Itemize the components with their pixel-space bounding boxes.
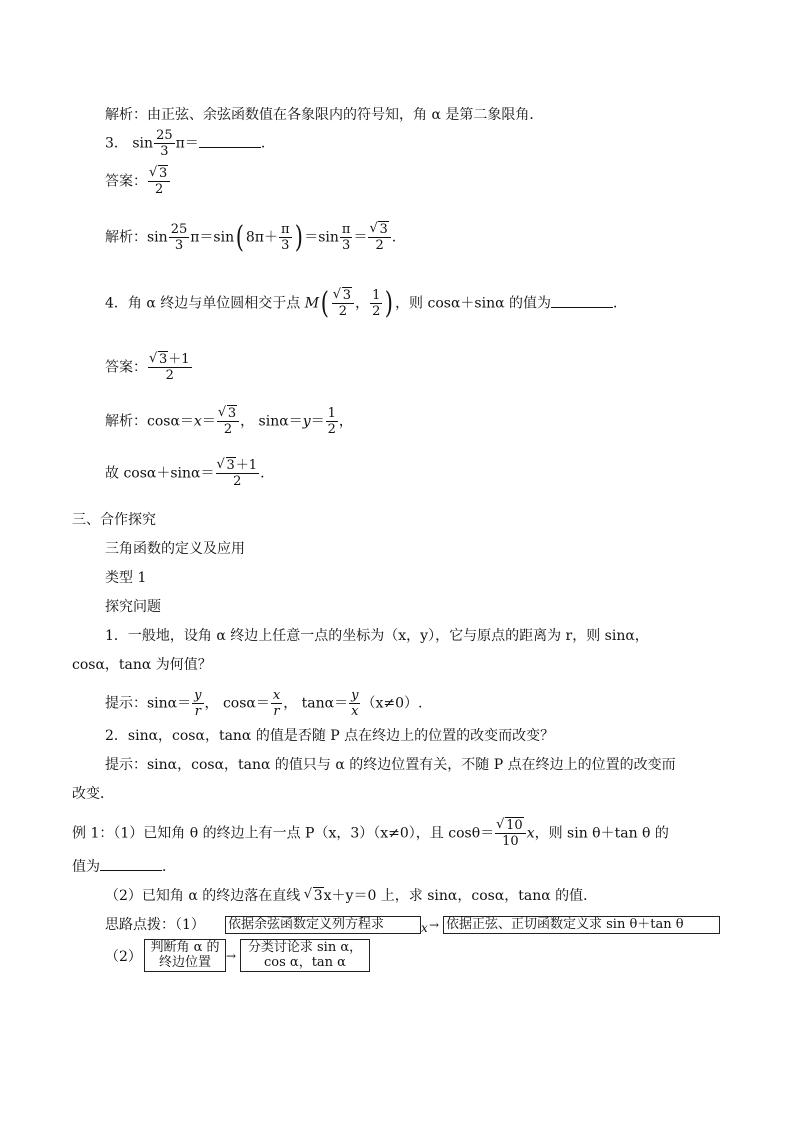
flow-box-2: 依据正弦、正切函数定义求 sin θ＋tan θ	[443, 916, 720, 934]
analysis-line-1: 解析：由正弦、余弦函数值在各象限内的符号知，角 α 是第二象限角．	[105, 107, 544, 123]
example-1-line-a: 例 1：（1）已知角 θ 的终边上有一点 P（x，3）（x≠0），且 cosθ＝ √ $\frac{10}{10}$ x，则 sin θ＋tan θ 的	[72, 818, 669, 849]
think-label-1: 思路点拨：（1）	[105, 917, 205, 933]
example-1-part-2: （2）已知角 α 的终边落在直线 √ 3x＋y＝0 上，求 sinα，cosα，tanα 的值．	[105, 887, 597, 905]
answer-blank	[199, 134, 261, 148]
arrow-right-icon: →	[226, 949, 237, 963]
arrow-right-icon: →	[429, 918, 440, 932]
problem-2: 2．sinα，cosα，tanα 的值是否随 P 点在终边上的位置的改变而改变？	[105, 728, 555, 744]
problem-1-line-b: cosα，tanα 为何值？	[72, 657, 212, 673]
section-title: 三、合作探究	[72, 512, 156, 528]
example-1-line-b: 值为 ．	[72, 859, 176, 875]
flow-box-4: 分类讨论求 sin α， cos α，tan α	[240, 939, 370, 972]
problem-1-line-a: 1．一般地，设角 α 终边上任意一点的坐标为（x，y），它与原点的距离为 r，则 sinα，	[105, 628, 649, 644]
answer-4: 答案： √ $\frac{3+1}{2}$	[105, 352, 193, 383]
flow-x-label: x	[421, 921, 428, 935]
topic-title: 三角函数的定义及应用	[105, 541, 245, 557]
flow-box-1: 依据余弦函数定义列方程求	[225, 916, 421, 934]
analysis-3: 解析：sin $\frac{25}{3}$ π＝sin( 8π＋ $\frac{\pi}{3}$ ) ＝sin $\frac{\pi}{3}$ ＝ √ $\frac{3}{2}$ .	[105, 222, 396, 253]
type-label: 类型 1	[105, 570, 147, 586]
answer-blank	[551, 294, 613, 308]
think-label-2: （2）	[105, 949, 142, 965]
answer-3: 答案： √ $\frac{3}{2}$	[105, 166, 171, 197]
analysis-4: 解析：cosα＝x＝ √ $\frac{3}{2}$ ， sinα＝y＝ $\frac{1}{2}$ ，	[105, 406, 353, 437]
question-3: 3． sin $\frac{25}{3}$ π＝ ．	[105, 128, 275, 159]
hint-2-line-a: 提示：sinα，cosα，tanα 的值只与 α 的终边位置有关，不随 P 点在终边上的位置的改变而	[105, 757, 676, 773]
flow-box-3: 判断角 α 的 终边位置	[144, 939, 226, 972]
hint-1: 提示：sinα＝ $\frac{y}{r}$ ， cosα＝ $\frac{x}{r}$ ， tanα＝ $\frac{y}{x}$ （x≠0）.	[105, 688, 423, 719]
question-4: 4．角 α 终边与单位圆相交于点 M( √ $\frac{3}{2}$ ， $\frac{1}{2}$ ) ，则 cosα＋sinα 的值为 ．	[105, 288, 627, 319]
analysis-4-conclusion: 故 cosα＋sinα＝ √ $\frac{3+1}{2}$ .	[105, 458, 265, 489]
answer-blank	[100, 857, 162, 871]
hint-2-line-b: 改变．	[72, 786, 114, 802]
explore-label: 探究问题	[105, 599, 161, 615]
